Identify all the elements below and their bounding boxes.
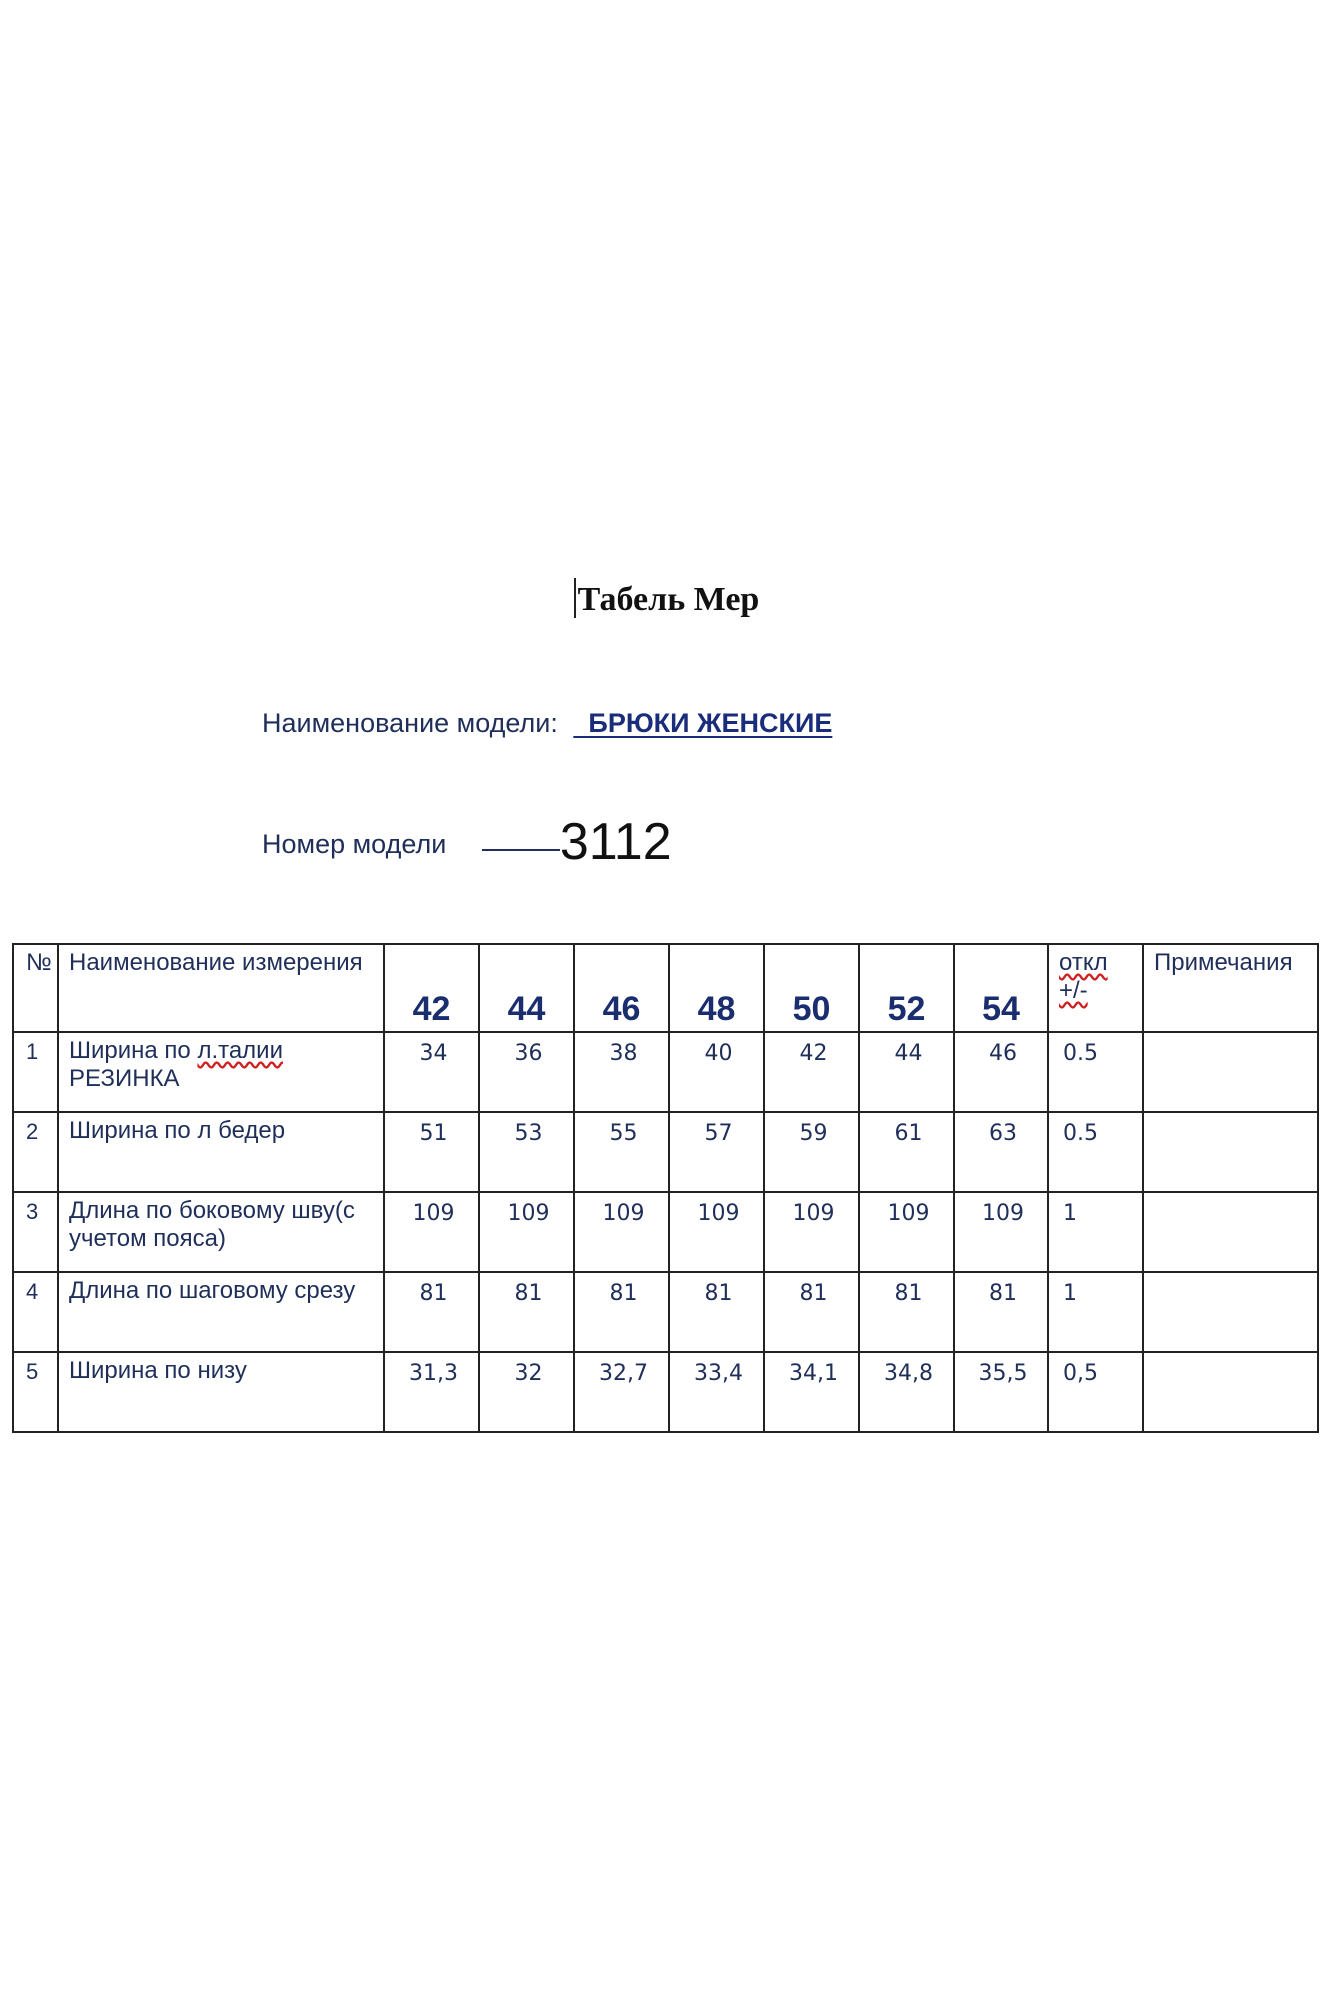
text-cursor — [574, 578, 576, 618]
header-notes: Примечания — [1143, 944, 1318, 1032]
row-size-value: 109 — [669, 1192, 764, 1272]
header-size: 42 — [384, 944, 479, 1032]
row-index: 4 — [13, 1272, 58, 1352]
row-size-value: 61 — [859, 1112, 954, 1192]
document-title-text: Табель Мер — [577, 581, 760, 618]
row-size-value: 109 — [954, 1192, 1048, 1272]
spellcheck-underline: л.талии — [197, 1037, 283, 1064]
row-measurement-name: Ширина по л бедер — [58, 1112, 384, 1192]
row-measurement-name: Ширина по низу — [58, 1352, 384, 1432]
row-size-value: 34 — [384, 1032, 479, 1112]
header-tolerance — [1048, 944, 1143, 1032]
row-size-value: 44 — [859, 1032, 954, 1112]
model-name-row — [262, 708, 832, 739]
row-size-value: 53 — [479, 1112, 574, 1192]
row-size-value: 38 — [574, 1032, 669, 1112]
row-size-value: 34,1 — [764, 1352, 859, 1432]
table-row — [13, 1112, 1318, 1192]
row-size-value: 36 — [479, 1032, 574, 1112]
row-size-value: 33,4 — [669, 1352, 764, 1432]
row-index: 2 — [13, 1112, 58, 1192]
row-measurement-name: Длина по боковому шву(с учетом пояса) — [58, 1192, 384, 1272]
row-notes — [1143, 1112, 1318, 1192]
document-title — [0, 578, 1333, 619]
row-size-value: 81 — [574, 1272, 669, 1352]
header-size: 54 — [954, 944, 1048, 1032]
table-row — [13, 1192, 1318, 1272]
row-size-value: 81 — [479, 1272, 574, 1352]
row-tolerance: 0.5 — [1048, 1112, 1143, 1192]
header-tolerance-text: откл +/- — [1059, 949, 1108, 1004]
model-number-blank-line — [482, 849, 560, 851]
row-size-value: 81 — [954, 1272, 1048, 1352]
header-size: 44 — [479, 944, 574, 1032]
row-size-value: 32,7 — [574, 1352, 669, 1432]
row-size-value: 81 — [764, 1272, 859, 1352]
row-notes — [1143, 1032, 1318, 1112]
row-index: 3 — [13, 1192, 58, 1272]
header-size: 46 — [574, 944, 669, 1032]
model-number-row — [262, 812, 672, 872]
model-name-value: БРЮКИ ЖЕНСКИЕ — [588, 708, 833, 738]
row-size-value: 34,8 — [859, 1352, 954, 1432]
row-size-value: 46 — [954, 1032, 1048, 1112]
table-header-row — [13, 944, 1318, 1032]
row-size-value: 109 — [479, 1192, 574, 1272]
table-row — [13, 1352, 1318, 1432]
row-size-value: 81 — [384, 1272, 479, 1352]
table-row — [13, 1272, 1318, 1352]
row-size-value: 81 — [859, 1272, 954, 1352]
row-index: 5 — [13, 1352, 58, 1432]
model-number-label: Номер модели — [262, 829, 447, 859]
header-index: № — [13, 944, 58, 1032]
row-size-value: 109 — [574, 1192, 669, 1272]
header-size: 48 — [669, 944, 764, 1032]
row-size-value: 59 — [764, 1112, 859, 1192]
row-notes — [1143, 1352, 1318, 1432]
row-index: 1 — [13, 1032, 58, 1112]
row-measurement-name: Длина по шаговому срезу — [58, 1272, 384, 1352]
row-size-value: 51 — [384, 1112, 479, 1192]
row-size-value: 32 — [479, 1352, 574, 1432]
row-size-value: 31,3 — [384, 1352, 479, 1432]
row-measurement-name: Ширина по л.талии РЕЗИНКА — [58, 1032, 384, 1112]
table-row — [13, 1032, 1318, 1112]
row-size-value: 57 — [669, 1112, 764, 1192]
header-size: 52 — [859, 944, 954, 1032]
row-size-value: 109 — [859, 1192, 954, 1272]
header-size: 50 — [764, 944, 859, 1032]
row-tolerance: 1 — [1048, 1192, 1143, 1272]
model-number-value: 3112 — [559, 813, 672, 871]
measurements-table — [12, 943, 1319, 1433]
row-tolerance: 0.5 — [1048, 1032, 1143, 1112]
row-size-value: 42 — [764, 1032, 859, 1112]
row-tolerance: 0,5 — [1048, 1352, 1143, 1432]
row-size-value: 109 — [384, 1192, 479, 1272]
model-name-label: Наименование модели: — [262, 708, 558, 738]
row-size-value: 109 — [764, 1192, 859, 1272]
row-size-value: 40 — [669, 1032, 764, 1112]
row-size-value: 63 — [954, 1112, 1048, 1192]
header-measurement: Наименование измерения — [58, 944, 384, 1032]
row-size-value: 35,5 — [954, 1352, 1048, 1432]
row-notes — [1143, 1272, 1318, 1352]
row-tolerance: 1 — [1048, 1272, 1143, 1352]
row-size-value: 81 — [669, 1272, 764, 1352]
row-size-value: 55 — [574, 1112, 669, 1192]
row-notes — [1143, 1192, 1318, 1272]
